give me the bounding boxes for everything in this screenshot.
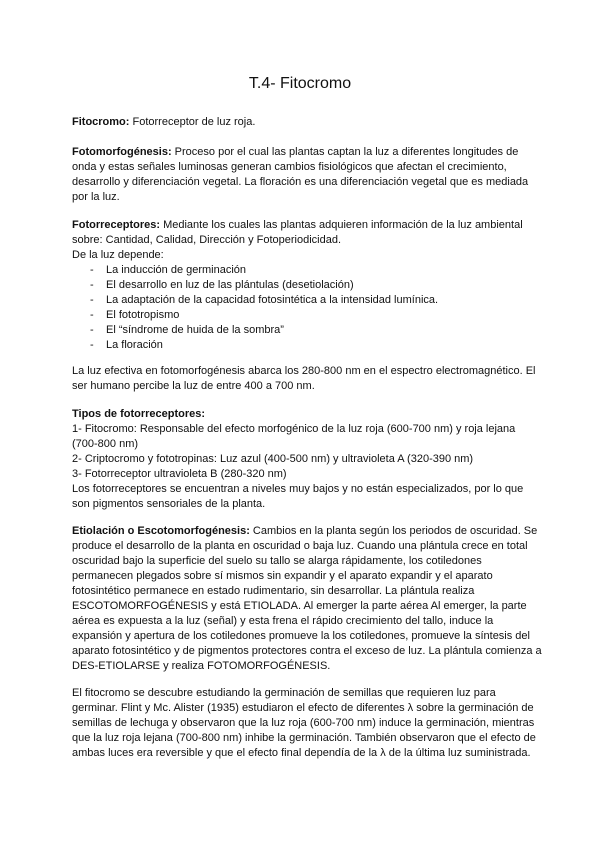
tipos-line-1: 1- Fitocromo: Responsable del efecto morfogénico de la luz roja (600-700 nm) y roja lejana (700-800 nm) [72,423,516,450]
etiolacion-paragraph [72,524,542,674]
tipos-heading: Tipos de fotorreceptores: [72,408,206,420]
list-item: - La adaptación de la capacidad fotosintética a la intensidad lumínica. [72,293,542,308]
etiolacion-term: Etiolación o Escotomorfogénesis: [72,525,250,537]
descubrimiento-paragraph [72,686,542,761]
page-title: T.4- Fitocromo [248,75,352,92]
fitocromo-definition [72,115,542,130]
fotorreceptores-text: Mediante los cuales las plantas adquieren información de la luz ambiental sobre: Cantidad, Calidad, Dirección y Fotoperiodicidad. [72,219,523,246]
fotomorfogenesis-text: Proceso por el cual las plantas captan la luz a diferentes longitudes de onda y estas señales luminosas generan cambios fisiológicos que afectan el crecimiento, desarrollo y diferenciación vegetal. La floración es una diferenciación vegetal que es mediada por la luz. [72,146,529,203]
etiolacion-text: Cambios en la planta según los periodos de oscuridad. Se produce el desarrollo de la planta en oscuridad o baja luz. Cuando una plántula crece en total oscuridad bajo la superficie del suelo su tallo se alarga rápidamente, los cotiledones permanecen plegados sobre sí mismos sin expandir y el aparato expandir y el aparato fotosintético permanece en estado rudimentario, sin desarrollar. La plántula realiza ESCOTOMORFOGÉNESIS y está ETIOLADA. Al emerger la parte aérea Al emerger, la parte aérea es expuesta a la luz (señal) y esta frena el rápido crecimiento del tallo, induce la expansión y apertura de los cotiledones promueve la los cotiledones, promueve la síntesis del aparato fotosintético y de pigmentos protectores contra el exceso de luz. La plántula comienza a DES-ETIOLARSE y realiza FOTOMORFOGÉNESIS. [72,525,542,672]
fotomorfogenesis-paragraph [72,145,542,205]
fotorreceptores-section [72,218,542,353]
list-item: - El “síndrome de huida de la sombra” [72,323,542,338]
luz-efectiva-paragraph [72,364,542,394]
list-item: - La floración [72,338,542,353]
fitocromo-def: Fotorreceptor de luz roja. [129,116,256,128]
fotorreceptores-intro: De la luz depende: [72,249,164,261]
descubrimiento-text: El fitocromo se descubre estudiando la germinación de semillas que requieren luz para germinar. Flint y Mc. Alister (1935) estudiaron el efecto de diferentes λ sobre la germinación de semillas de lechuga y observaron que la luz roja (600-700 nm) induce la germinación, mientras que la luz roja lejana (700-800 nm) inhibe la germinación. También observaron que el efecto de ambas luces era reversible y que el efecto final dependía de la λ de la última luz suministrada. [72,687,536,759]
fotomorfogenesis-term: Fotomorfogénesis: [72,146,172,158]
tipos-section [72,407,542,512]
list-item: - La inducción de germinación [72,263,542,278]
depende-list [72,263,542,353]
tipos-line-3: 3- Fotorreceptor ultravioleta B (280-320 nm) [72,468,287,480]
fitocromo-term: Fitocromo: [72,116,130,128]
fotorreceptores-term: Fotorreceptores: [72,219,161,231]
list-item: - El fototropismo [72,308,542,323]
tipos-line-4: Los fotorreceptores se encuentran a niveles muy bajos y no están especializados, por lo que son pigmentos sensoriales de la planta. [72,483,524,510]
list-item: - El desarrollo en luz de las plántulas (desetiolación) [72,278,542,293]
tipos-line-2: 2- Criptocromo y fototropinas: Luz azul (400-500 nm) y ultravioleta A (320-390 nm) [72,453,474,465]
luz-efectiva-text: La luz efectiva en fotomorfogénesis abarca los 280-800 nm en el espectro electromagnético. El ser humano percibe la luz de entre 400 a 700 nm. [72,365,536,392]
